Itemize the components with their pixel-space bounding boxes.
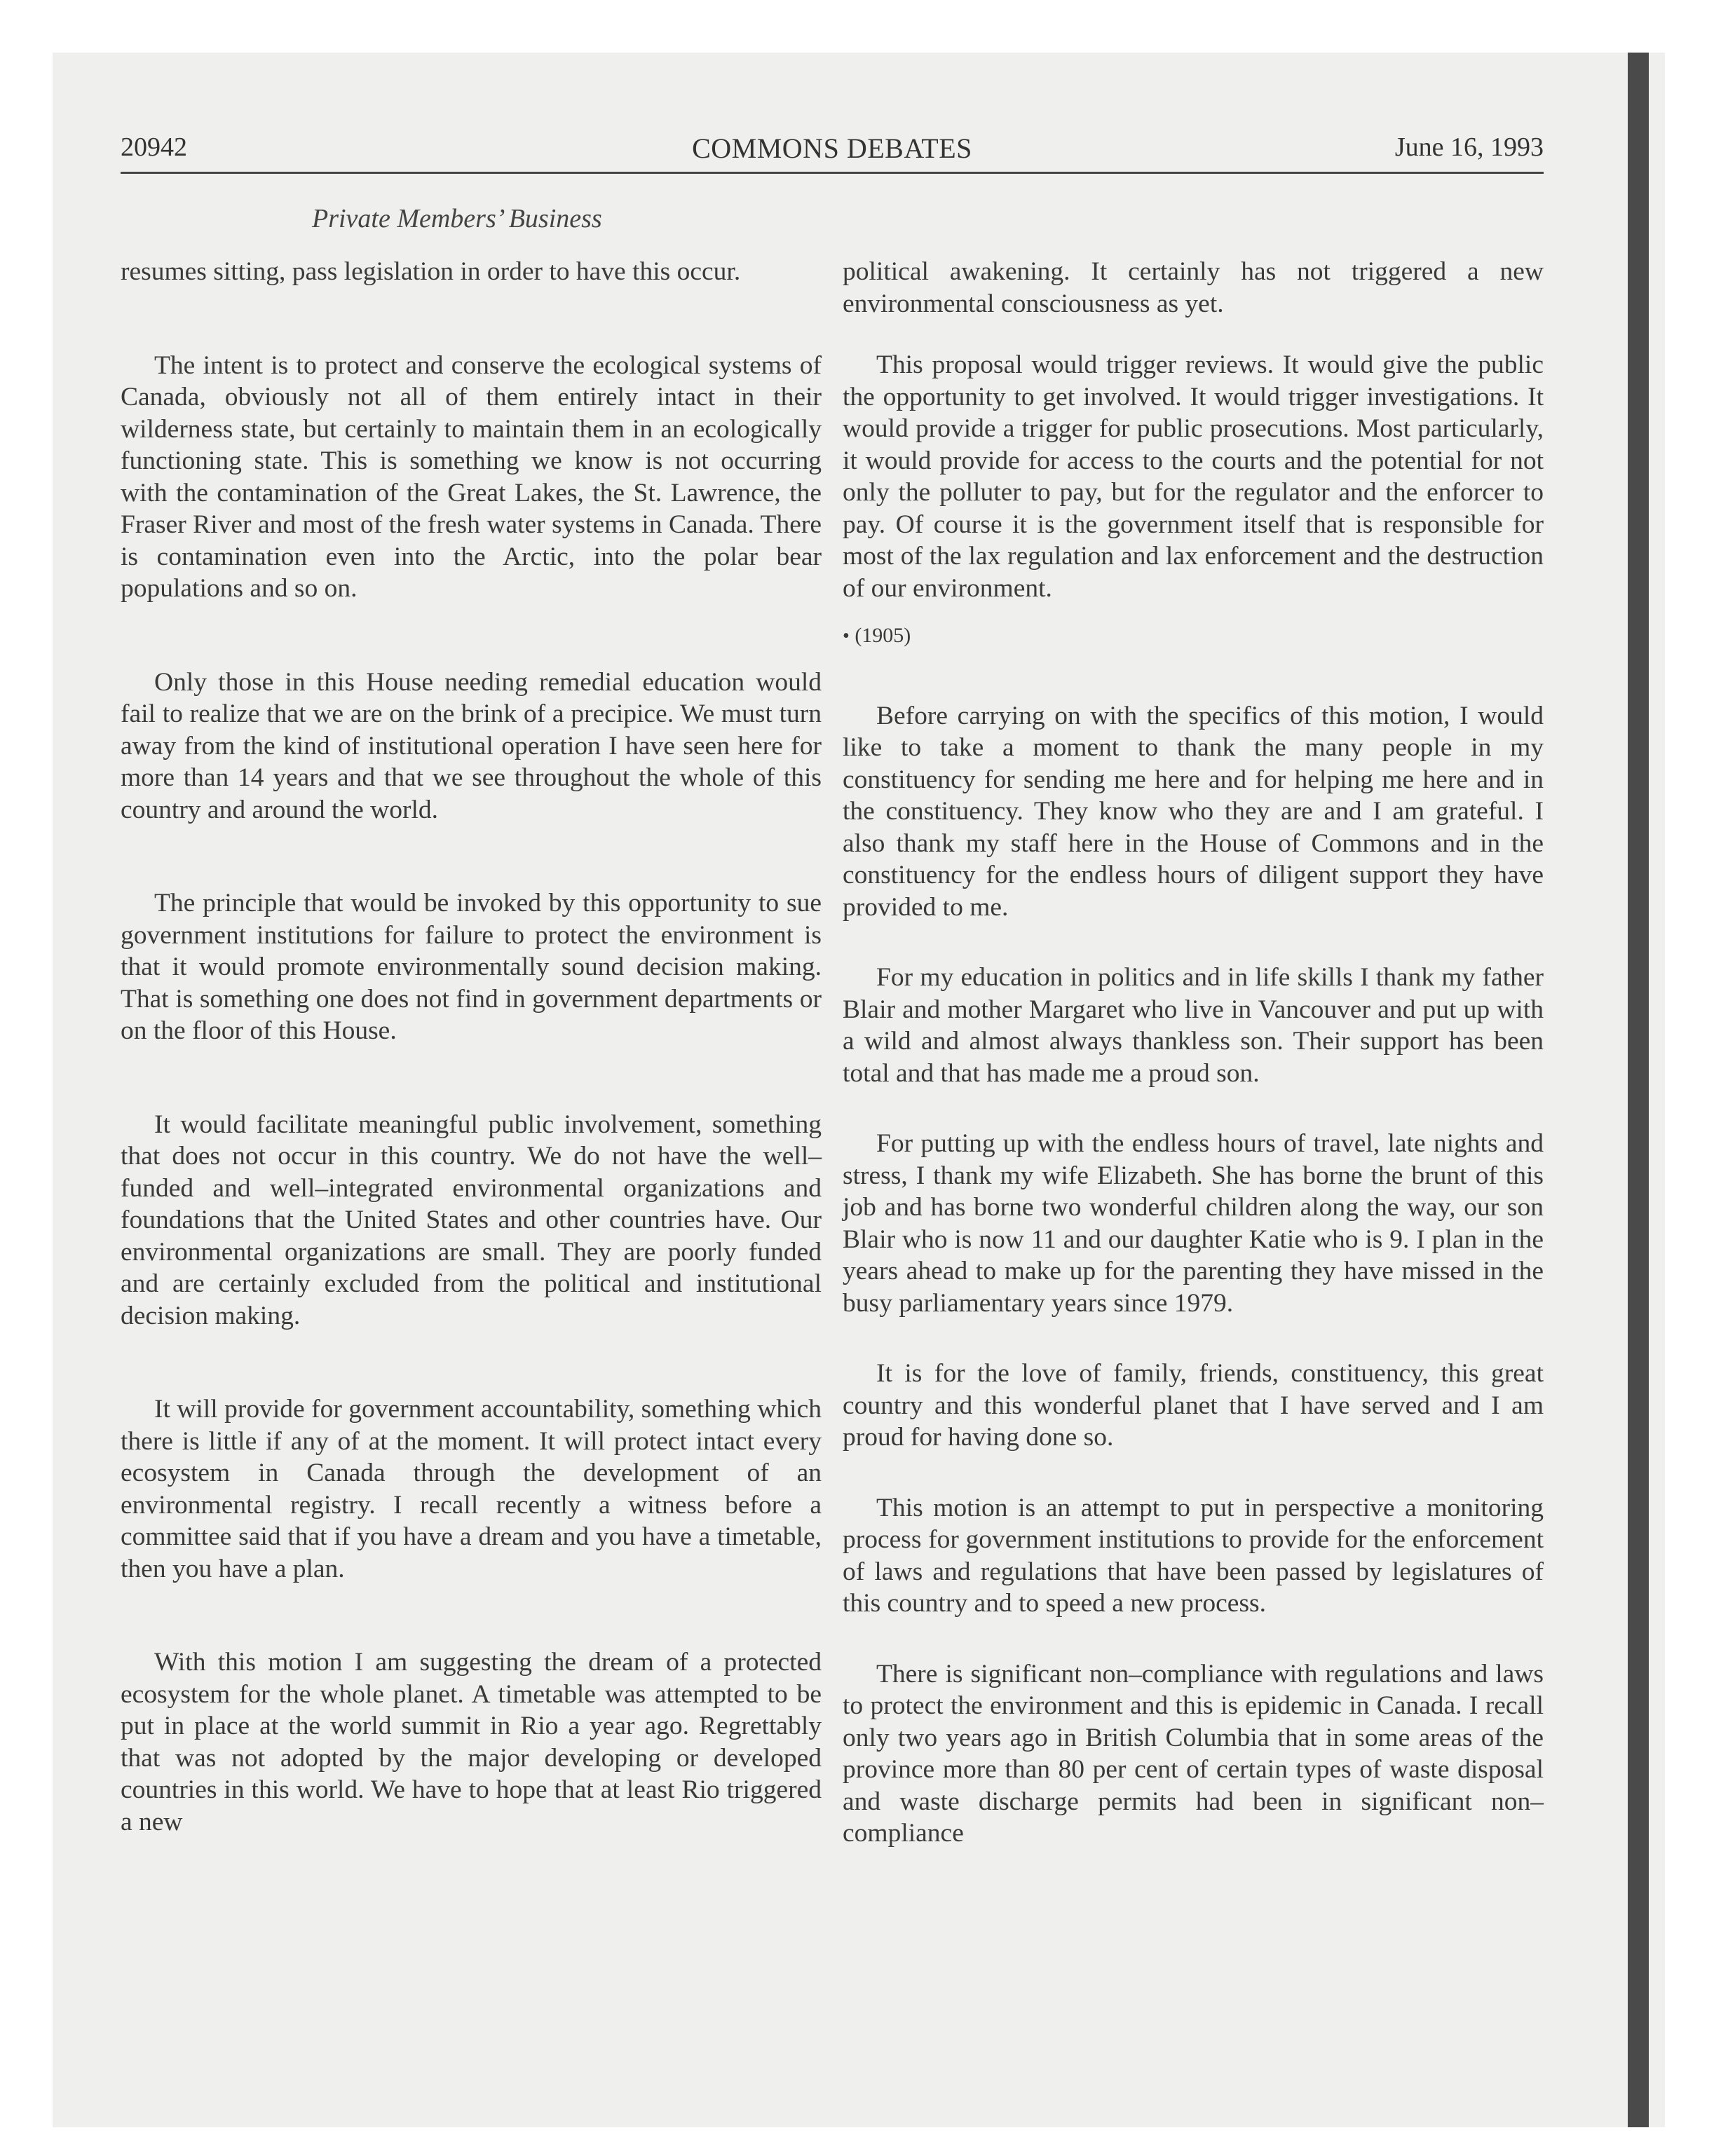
paragraph: Only those in this House needing remedial education would fail to realize that we are on the brink of a precipice. We must turn away from the kind of institutional operation I have seen here for more than 14 years and that we see throughout the whole of this country and around the world.	[121, 667, 822, 824]
paragraph: It will provide for government accountability, something which there is little if any of at the moment. It will protect intact every ecosystem in Canada through the development of an environmental registry. I recall recently a witness before a committee said that if you have a dream and you have a timetable, then you have a plan.	[121, 1395, 822, 1583]
paragraph: political awakening. It certainly has not triggered a new environmental consciousness as yet.	[843, 257, 1544, 318]
paragraph: The intent is to protect and conserve the ecological systems of Canada, obviously not all of them entirely intact in their wilderness state, but certainly to maintain them in an ecologically functioning state. This is something we know is not occurring with the contamination of the Great Lakes, the St. Lawrence, the Fraser River and most of the fresh water systems in Canada. There is contamination even into the Arctic, into the polar bear populations and so on.	[121, 350, 822, 603]
right-column	[843, 256, 1544, 1888]
paragraph: With this motion I am suggesting the dream of a protected ecosystem for the whole planet. A timetable was attempted to be put in place at the world summit in Rio a year ago. Regrettably that was not adopted by the major developing or developed countries in this world. We have to hope that at least Rio triggered a new	[121, 1648, 822, 1836]
paragraph: The principle that would be invoked by this opportunity to sue government institutions for failure to protect the environment is that it would promote environmentally sound decision making. That is something one does not find in government departments or on the floor of this House.	[121, 889, 822, 1045]
paragraph: This proposal would trigger reviews. It would give the public the opportunity to get involved. It would trigger investigations. It would provide a trigger for public prosecutions. Most particularly, it would provide for access to the courts and the potential for not only the polluter to pay, but for the regulator and the enforcer to pay. Of course it is the government itself that is responsible for most of the lax regulation and lax enforcement and the destruction of our environment.	[843, 350, 1544, 603]
bullet-icon: •	[843, 625, 850, 647]
page-number: 20942	[121, 132, 187, 162]
paragraph: For putting up with the endless hours of travel, late nights and stress, I thank my wife Elizabeth. She has borne the brunt of this job and has borne two wonderful children along the way, our son Blair who is now 11 and our daughter Katie who is 9. I plan in the years ahead to make up for the parenting they have missed in the busy parliamentary years since 1979.	[843, 1129, 1544, 1318]
left-column	[121, 256, 822, 1899]
paragraph: resumes sitting, pass legislation in order to have this occur.	[121, 257, 741, 286]
paragraph: Before carrying on with the specifics of this motion, I would like to take a moment to thank the many people in my constituency for sending me here and for helping me here and in the constituency. They know who they are and I am grateful. I also thank my staff here in the House of Commons and in the constituency for the endless hours of diligent support they have provided to me.	[843, 701, 1544, 922]
page-header	[121, 132, 1544, 167]
paragraph: There is significant non–compliance with regulations and laws to protect the environment and this is epidemic in Canada. I recall only two years ago in British Columbia that in some areas of the province more than 80 per cent of certain types of waste disposal and waste discharge permits had been in significant non–compliance	[843, 1659, 1544, 1848]
paragraph: It is for the love of family, friends, constituency, this great country and this wonderful planet that I have served and I am proud for having done so.	[843, 1359, 1544, 1452]
header-rule	[121, 172, 1544, 174]
paragraph: It would facilitate meaningful public involvement, something that does not occur in this country. We do not have the well–funded and well–integrated environmental organizations and foundations that the United States and other countries have. Our environmental organizations are small. They are poorly funded and are certainly excluded from the political and institutional decision making.	[121, 1110, 822, 1330]
scan-edge-shadow	[1628, 53, 1649, 2127]
time-marker-text: (1905)	[855, 624, 911, 647]
paragraph: For my education in politics and in life skills I thank my father Blair and mother Margaret who live in Vancouver and put up with a wild and almost always thankless son. Their support has been total and that has made me a proud son.	[843, 963, 1544, 1088]
header-date: June 16, 1993	[1394, 132, 1544, 162]
time-marker	[843, 620, 1544, 653]
running-title: COMMONS DEBATES	[692, 132, 972, 164]
section-heading: Private Members’ Business	[312, 204, 602, 233]
paragraph: This motion is an attempt to put in perspective a monitoring process for government institutions to provide for the enforcement of laws and regulations that have been passed by legislatures of this country and to speed a new process.	[843, 1493, 1544, 1618]
